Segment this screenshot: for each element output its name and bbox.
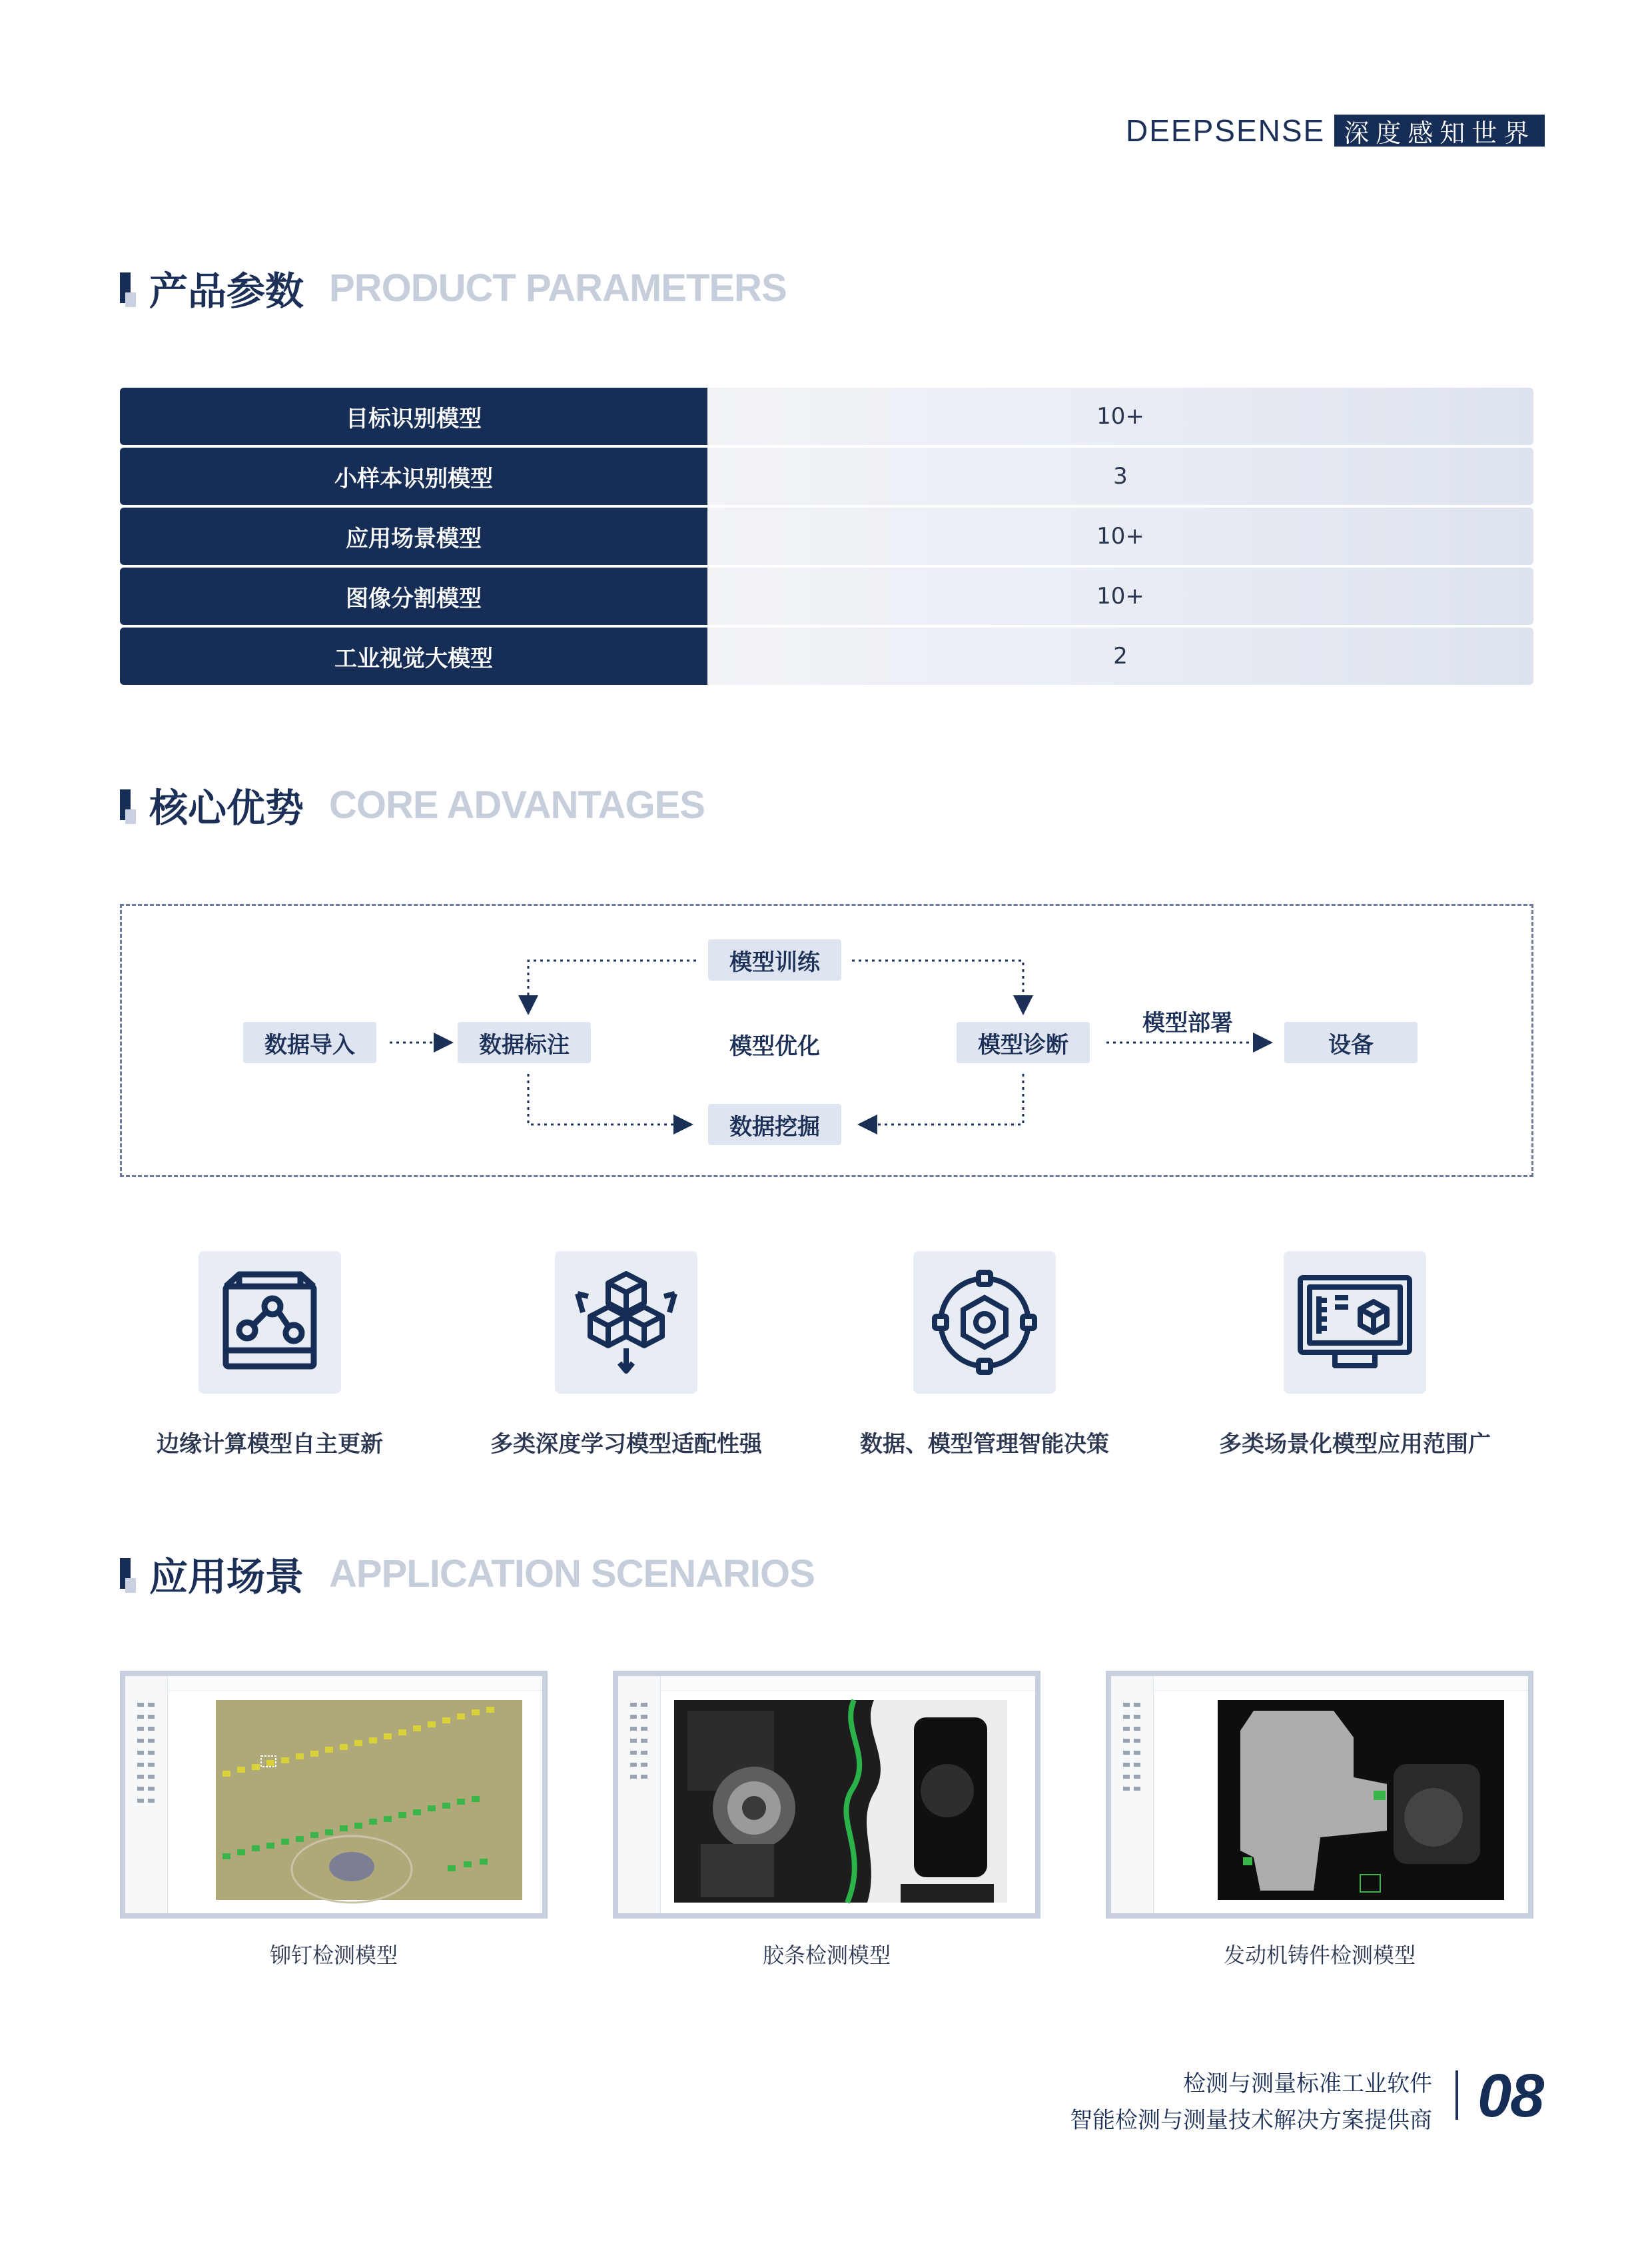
brand-slogan: 深度感知世界 (1334, 115, 1545, 147)
param-name: 小样本识别模型 (120, 448, 707, 505)
advantage-item (1182, 1251, 1528, 1458)
advantage-label: 多类场景化模型应用范围广 (1219, 1431, 1491, 1458)
software-topbar (168, 1676, 542, 1691)
toolbar-icons (125, 1676, 168, 1913)
footer-subtagline: 智能检测与测量技术解决方案提供商 (1070, 2107, 1432, 2134)
table-row (120, 388, 1533, 445)
param-value: 10+ (707, 568, 1533, 625)
flow-node-data-mining: 数据挖掘 (708, 1104, 841, 1145)
section-title-cn: 产品参数 (149, 268, 304, 314)
table-row (120, 568, 1533, 625)
software-topbar (1154, 1676, 1528, 1691)
section-title-params (120, 261, 787, 314)
param-value: 10+ (707, 508, 1533, 565)
scenario-card (120, 1671, 548, 1969)
scenario-caption: 胶条检测模型 (762, 1943, 891, 1968)
parameter-table (120, 388, 1533, 687)
param-name: 图像分割模型 (120, 568, 707, 625)
brand-name: DEEPSENSE (1126, 113, 1326, 148)
param-name: 应用场景模型 (120, 508, 707, 565)
arrow-train-to-diagnose (852, 961, 1023, 1011)
advantage-label: 多类深度学习模型适配性强 (490, 1431, 762, 1458)
param-value: 2 (707, 628, 1533, 685)
param-name: 目标识别模型 (120, 388, 707, 445)
scenario-card (1106, 1671, 1533, 1969)
section-title-en: CORE ADVANTAGES (329, 783, 705, 827)
section-title-advantages (120, 778, 705, 831)
section-title-cn: 应用场景 (149, 1554, 304, 1599)
page-number: 08 (1477, 2062, 1543, 2130)
engine-casting-image (1154, 1691, 1528, 1913)
cubes-icon (555, 1251, 697, 1394)
sealing-strip-image (661, 1691, 1035, 1913)
scenario-card (613, 1671, 1040, 1969)
engine-casting-screenshot (1106, 1671, 1533, 1919)
flow-node-device: 设备 (1284, 1022, 1418, 1063)
footer-divider (1455, 2070, 1458, 2120)
workflow-diagram (120, 904, 1533, 1177)
table-row (120, 448, 1533, 505)
footer-tagline: 检测与测量标准工业软件 (1183, 2070, 1432, 2097)
edge-computing-icon (199, 1251, 341, 1394)
arrow-train-to-label (528, 961, 696, 1011)
toolbar-icons (618, 1676, 661, 1913)
monitor-cube-icon (1284, 1251, 1426, 1394)
advantage-item (811, 1251, 1158, 1458)
software-sidebar (1111, 1676, 1154, 1913)
rivet-image (168, 1691, 542, 1913)
toolbar-icons (1111, 1676, 1154, 1913)
software-sidebar (618, 1676, 661, 1913)
flow-label-model-optimize: 模型优化 (729, 1033, 820, 1060)
sealing-strip-screenshot (613, 1671, 1040, 1919)
flow-node-model-diagnose: 模型诊断 (957, 1022, 1090, 1063)
section-marker (120, 272, 131, 303)
arrow-diagnose-to-mining (861, 1074, 1023, 1124)
flow-node-data-import: 数据导入 (243, 1022, 376, 1063)
advantage-item (453, 1251, 799, 1458)
section-title-en: APPLICATION SCENARIOS (329, 1552, 815, 1595)
advantage-label: 边缘计算模型自主更新 (157, 1431, 383, 1458)
software-topbar (661, 1676, 1035, 1691)
software-sidebar (125, 1676, 168, 1913)
section-title-scenarios (120, 1547, 815, 1600)
section-marker (120, 1558, 131, 1589)
advantage-item (97, 1251, 443, 1458)
flow-label-model-deploy: 模型部署 (1142, 1010, 1233, 1037)
arrow-label-to-mining (528, 1074, 689, 1124)
scenario-caption: 发动机铸件检测模型 (1223, 1943, 1416, 1968)
footer-text (1070, 2065, 1432, 2134)
section-title-en: PRODUCT PARAMETERS (329, 266, 787, 310)
section-marker (120, 789, 131, 820)
advantage-label: 数据、模型管理智能决策 (860, 1431, 1109, 1458)
scenario-caption: 铆钉检测模型 (269, 1943, 398, 1968)
flow-node-model-train: 模型训练 (708, 939, 841, 981)
flow-node-data-label: 数据标注 (458, 1022, 591, 1063)
hexagon-cycle-icon (913, 1251, 1056, 1394)
param-value: 3 (707, 448, 1533, 505)
param-name: 工业视觉大模型 (120, 628, 707, 685)
brand-header (1126, 113, 1545, 148)
section-title-cn: 核心优势 (149, 785, 304, 831)
param-value: 10+ (707, 388, 1533, 445)
table-row (120, 628, 1533, 685)
rivet-detection-screenshot (120, 1671, 548, 1919)
table-row (120, 508, 1533, 565)
